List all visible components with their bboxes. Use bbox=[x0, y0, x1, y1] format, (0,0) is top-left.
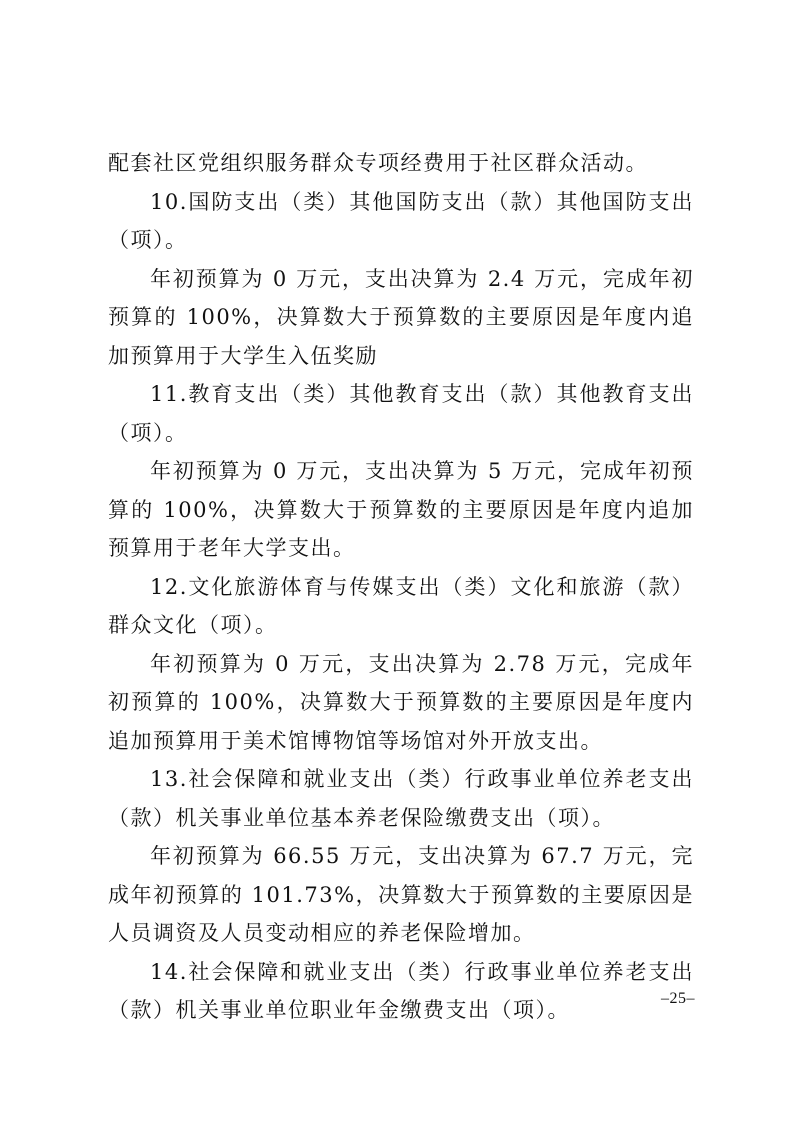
heading-item-12: 12.文化旅游体育与传媒支出（类）文化和旅游（款）群众文化（项）。 bbox=[108, 574, 694, 637]
paragraph-item-10: 年初预算为 0 万元，支出决算为 2.4 万元，完成年初预算的 100%，决算数大于预算数的主要原因是年度内追加预算用于大学生入伍奖励 bbox=[108, 266, 694, 368]
heading-item-10: 10.国防支出（类）其他国防支出（款）其他国防支出（项）。 bbox=[108, 189, 694, 252]
document-body bbox=[108, 144, 694, 1030]
paragraph-item-12: 年初预算为 0 万元，支出决算为 2.78 万元，完成年初预算的 100%，决算数大于预算数的主要原因是年度内追加预算用于美术馆博物馆等场馆对外开放支出。 bbox=[108, 651, 694, 753]
heading-item-11: 11.教育支出（类）其他教育支出（款）其他教育支出（项）。 bbox=[108, 382, 694, 445]
paragraph-item-13: 年初预算为 66.55 万元，支出决算为 67.7 万元，完成年初预算的 101.73%，决算数大于预算数的主要原因是人员调资及人员变动相应的养老保险增加。 bbox=[108, 844, 694, 945]
page-number: –25– bbox=[661, 990, 695, 1007]
paragraph-continuation: 配套社区党组织服务群众专项经费用于社区群众活动。 bbox=[108, 151, 648, 175]
paragraph-item-11: 年初预算为 0 万元，支出决算为 5 万元，完成年初预算的 100%，决算数大于预算数的主要原因是年度内追加预算用于老年大学支出。 bbox=[108, 459, 694, 560]
heading-item-14: 14.社会保障和就业支出（类）行政事业单位养老支出（款）机关事业单位职业年金缴费支出（项）。 bbox=[108, 959, 694, 1022]
heading-item-13: 13.社会保障和就业支出（类）行政事业单位养老支出（款）机关事业单位基本养老保险缴费支出（项）。 bbox=[108, 767, 694, 830]
